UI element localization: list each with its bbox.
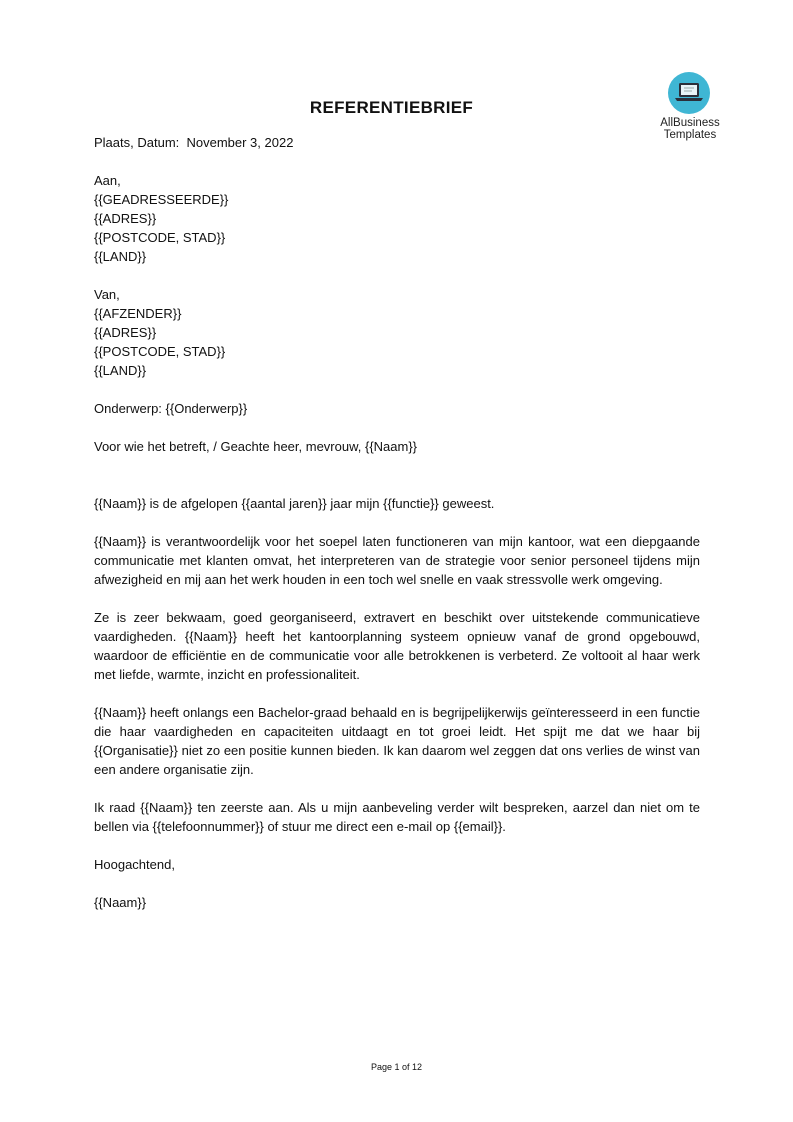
document-title: REFERENTIEBRIEF — [309, 98, 474, 117]
logo-text-line1: AllBusiness — [660, 117, 720, 129]
recipient-line: {{LAND}} — [94, 249, 147, 264]
laptop-icon — [652, 70, 728, 118]
place-date: Plaats, Datum: November 3, 2022 — [94, 135, 294, 150]
sender-line: {{LAND}} — [94, 363, 147, 378]
sender-line: {{ADRES}} — [94, 325, 157, 340]
recipient-salutation: Aan, — [94, 173, 121, 188]
logo-text-line2: Templates — [663, 129, 717, 141]
recipient-line: {{POSTCODE, STAD}} — [94, 230, 226, 245]
paragraph: Ze is zeer bekwaam, goed georganiseerd, extravert en beschikt over uitstekende communicatieve vaardigheden. {{Naam}} heeft het kantoorplanning systeem opnieuw vanaf de grond opgebouwd, waardoor de efficiëntie en de communicatie voor alle betrokkenen is verbeterd. Ze voltooit al haar werk met liefde, warmte, inzicht en professionaliteit. — [94, 610, 700, 682]
subject-line: Onderwerp: {{Onderwerp}} — [94, 401, 248, 416]
signature: {{Naam}} — [94, 895, 147, 910]
sender-salutation: Van, — [94, 287, 120, 302]
sender-line: {{AFZENDER}} — [94, 306, 182, 321]
page-number: Page 1 of 12 — [370, 1062, 423, 1072]
paragraph: {{Naam}} is verantwoordelijk voor het soepel laten functioneren van mijn kantoor, wat een diepgaande communicatie met klanten omvat, het interpreteren van de strategie voor senior personeel tijdens mijn afwezigheid en mij aan het werk houden in een toch wel snelle en vaak stressvolle werk omgeving. — [94, 534, 700, 587]
paragraph: {{Naam}} heeft onlangs een Bachelor-graad behaald en is begrijpelijkerwijs geïnteresseerd in een functie die haar vaardigheden en capaciteiten uitdaagt en tot groei leidt. Het spijt me dat we haar bij {{Organisatie}} niet zo een positie kunnen bieden. Ik kan daarom wel zeggen dat ons verlies de winst van een andere organisatie zijn. — [94, 705, 700, 777]
recipient-line: {{GEADRESSEERDE}} — [94, 192, 229, 207]
letter-body — [94, 133, 700, 912]
paragraph: Ik raad {{Naam}} ten zeerste aan. Als u mijn aanbeveling verder wilt bespreken, aarzel dan niet om te bellen via {{telefoonnummer}} of stuur me direct een e-mail op {{email}}. — [94, 800, 700, 834]
paragraph: {{Naam}} is de afgelopen {{aantal jaren}} jaar mijn {{functie}} geweest. — [94, 496, 495, 511]
greeting: Voor wie het betreft, / Geachte heer, mevrouw, {{Naam}} — [94, 439, 418, 454]
closing: Hoogachtend, — [94, 857, 175, 872]
recipient-line: {{ADRES}} — [94, 211, 157, 226]
sender-line: {{POSTCODE, STAD}} — [94, 344, 226, 359]
